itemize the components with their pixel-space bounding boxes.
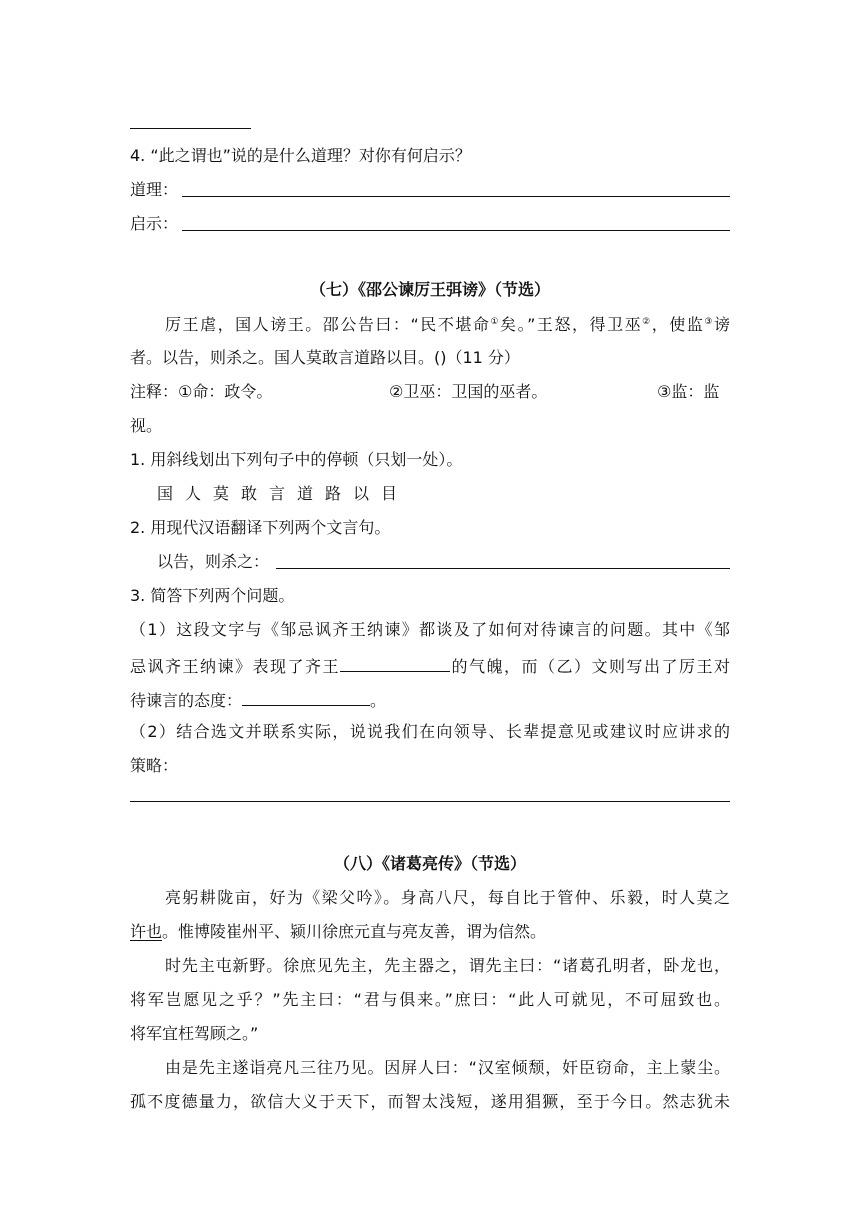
para1-b: 矣。”王怒，得卫巫: [500, 315, 643, 334]
question-7-1: 1. 用斜线划出下列句子中的停顿（只划一处）。: [130, 450, 463, 469]
q3-1-c1: 待谏言的态度：: [130, 691, 243, 710]
note-mark-1: ①: [490, 317, 501, 327]
s8-p1-line2: [130, 924, 546, 940]
answer-line-strategy[interactable]: [130, 801, 730, 802]
s8-p1-line2-rest: 。惟博陵崔州平、颍川徐庶元直与亮友善，谓为信然。: [162, 922, 547, 941]
section-7-para-line1: [165, 317, 730, 333]
s8-p1-line1: 亮躬耕陇亩，好为《梁父吟》。身高八尺，每自比于管仲、乐毅，时人莫之: [165, 888, 730, 907]
note-mark-3: ③: [704, 317, 714, 327]
blank-liwang[interactable]: [242, 690, 370, 706]
pause-sentence[interactable]: 国人莫敢言道路以目: [157, 484, 410, 503]
answer-line-insight[interactable]: [182, 230, 730, 231]
q3-1-line-a: （1）这段文字与《邹忌讽齐王纳谏》都谈及了如何对待谏言的问题。其中《邹: [130, 620, 730, 639]
para1-d: 谤: [713, 315, 730, 334]
blank-qiwang[interactable]: [340, 656, 450, 672]
answer-line-reason[interactable]: [182, 196, 730, 197]
q3-2-line-b: 策略：: [130, 756, 179, 775]
label-insight: 启示：: [130, 214, 179, 233]
note-2: ②卫巫：卫国的巫者。: [389, 382, 548, 401]
para1-c: ，使监: [651, 315, 705, 334]
q3-1-line-c: [130, 690, 386, 709]
s8-p2-line2: 将军岂愿见之乎？”先主曰：“君与俱来。”庶曰：“此人可就见，不可屈致也。: [130, 990, 730, 1009]
note-3-cont: 视。: [130, 416, 163, 435]
section-8-title: （八）《诸葛亮传》（节选）: [333, 854, 526, 873]
q3-1-b2: 的气魄，而（乙）文则写出了厉王对: [450, 657, 730, 676]
section-7-para-line2: 者。以告，则杀之。国人莫敢言道路以目。()（11 分）: [130, 348, 520, 367]
answer-line-top: [130, 128, 251, 129]
q3-1-c2: 。: [370, 691, 387, 710]
para1-a: 厉王虐，国人谤王。邵公告曰：“民不堪命: [165, 315, 491, 334]
q3-2-line-a: （2）结合选文并联系实际，说说我们在向领导、长辈提意见或建议时应讲求的: [130, 722, 730, 741]
question-4: 4. “此之谓也”说的是什么道理？对你有何启示？: [130, 146, 471, 165]
q3-1-line-b: [130, 656, 730, 675]
s8-p3-line2: 孤不度德量力，欲信大义于天下，而智太浅短，遂用猖獗，至于今日。然志犹未: [130, 1092, 730, 1111]
answer-line-translate[interactable]: [276, 568, 730, 569]
s8-p2-line3: 将军宜枉驾顾之。”: [130, 1024, 259, 1043]
note-mark-2: ②: [642, 317, 652, 327]
section-7-title: （七）《邵公谏厉王弭谤》（节选）: [309, 280, 550, 299]
question-7-3: 3. 简答下列两个问题。: [130, 586, 295, 605]
underlined-phrase: 许也: [130, 922, 163, 941]
q3-1-b1: 忌讽齐王纳谏》表现了齐王: [130, 657, 340, 676]
s8-p2-line1: 时先主屯新野。徐庶见先主，先主器之，谓先主曰：“诸葛孔明者，卧龙也，: [165, 956, 730, 975]
notes-label: 注释：①命：政令。: [130, 382, 273, 401]
label-reason: 道理：: [130, 180, 179, 199]
question-7-2: 2. 用现代汉语翻译下列两个文言句。: [130, 518, 391, 537]
s8-p3-line1: 由是先主遂诣亮凡三往乃见。因屏人曰：“汉室倾颓，奸臣窃命，主上蒙尘。: [165, 1058, 730, 1077]
note-3: ③监：监: [657, 382, 720, 401]
translate-item: 以告，则杀之：: [157, 552, 270, 571]
